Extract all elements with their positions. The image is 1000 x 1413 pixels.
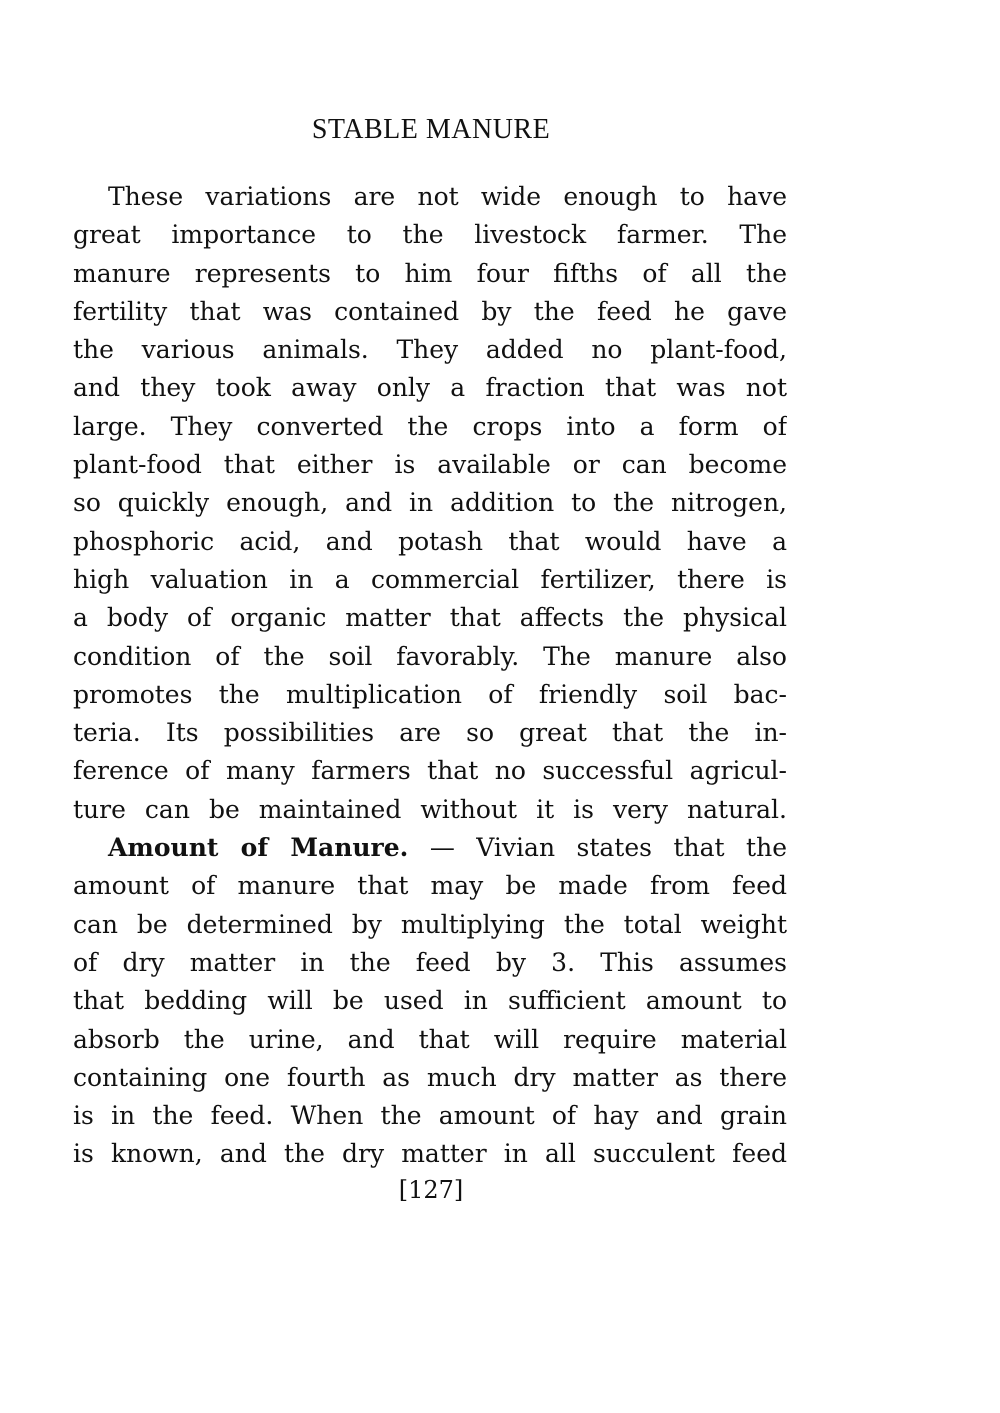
text-run: — Vivian states that the: [429, 833, 787, 863]
text-line: absorb the urine, and that will require material: [73, 1024, 787, 1054]
page-number: [127]: [398, 1176, 464, 1204]
text-line: so quickly enough, and in addition to the nitrogen,: [73, 488, 787, 518]
text-line: ture can be maintained without it is very natural.: [73, 794, 787, 824]
text-line: high valuation in a commercial fertilizer, there is: [73, 564, 787, 594]
text-line: large. They converted the crops into a form of: [73, 411, 787, 441]
section-heading: Amount of Manure.: [108, 833, 409, 863]
text-line: promotes the multiplication of friendly soil bac-: [73, 679, 787, 709]
text-line: These variations are not wide enough to have: [108, 182, 787, 211]
text-line: [73, 829, 787, 867]
text-line: phosphoric acid, and potash that would have a: [73, 526, 787, 556]
text-line: is in the feed. When the amount of hay and grain: [73, 1101, 787, 1131]
text-line: fertility that was contained by the feed he gave: [73, 296, 787, 326]
text-line: can be determined by multiplying the total weight: [73, 909, 787, 939]
text-line: condition of the soil favorably. The manure also: [73, 641, 787, 671]
text-line: plant-food that either is available or can become: [73, 450, 787, 480]
text-line: great importance to the livestock farmer. The: [73, 220, 787, 250]
text-line: and they took away only a fraction that was not: [73, 373, 787, 403]
text-line: containing one fourth as much dry matter as there: [73, 1062, 787, 1092]
running-header: STABLE MANURE: [311, 114, 551, 145]
text-line: the various animals. They added no plant-food,: [73, 335, 787, 365]
text-line: is known, and the dry matter in all succulent feed: [73, 1139, 787, 1169]
text-line: manure represents to him four fifths of all the: [73, 258, 787, 288]
text-line: teria. Its possibilities are so great that the in-: [73, 718, 787, 748]
text-line: of dry matter in the feed by 3. This assumes: [73, 947, 787, 977]
text-line: a body of organic matter that affects the physical: [73, 603, 787, 633]
text-line: that bedding will be used in sufficient amount to: [73, 986, 787, 1016]
paragraph-2: [73, 829, 787, 1174]
text-line: amount of manure that may be made from feed: [73, 871, 787, 901]
body-text: [73, 178, 787, 1174]
text-line: ference of many farmers that no successful agricul-: [73, 756, 787, 786]
paragraph-1: [73, 178, 787, 829]
